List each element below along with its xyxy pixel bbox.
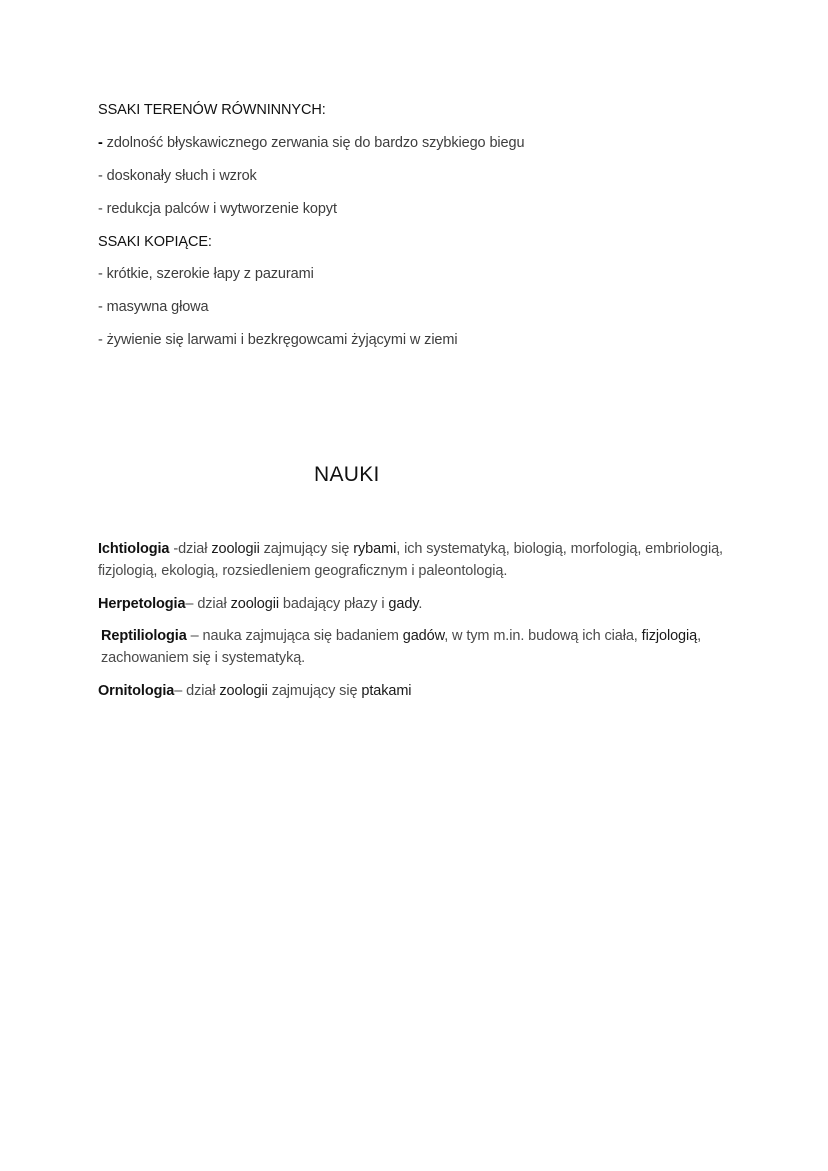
term: Ichtiologia [98, 541, 170, 557]
definition-ornitologia [98, 680, 748, 702]
definition-text: gady [388, 596, 419, 612]
bullet-dash: - [98, 168, 103, 184]
definition-text: gadów [402, 628, 445, 644]
list-item [98, 133, 524, 153]
list-item-text: zdolność błyskawicznego zerwania się do bardzo szybkiego biegu [102, 135, 525, 151]
definition-text: . [418, 596, 423, 612]
definition-text: rybami [353, 541, 397, 557]
definition-text: , zachowaniem się i systematyką. [101, 628, 702, 666]
bullet-dash: - [98, 135, 103, 151]
bullet-dash: - [98, 201, 103, 217]
list-item: - krótkie, szerokie łapy z pazurami [98, 266, 314, 282]
definition-text: zajmujący się [259, 541, 354, 557]
definition-reptiliologia [98, 625, 741, 669]
section-heading-digging-mammals: SSAKI KOPIĄCE: [98, 234, 212, 250]
section-title-nauki: NAUKI [314, 463, 380, 486]
term: Ornitologia [98, 683, 175, 699]
definition-text: – dział [174, 683, 220, 699]
definition-ichtiologia [98, 538, 748, 582]
definition-text: badający płazy i [278, 596, 389, 612]
definition-text: -dział [169, 541, 212, 557]
list-item-text: redukcja palców i wytworzenie kopyt [102, 201, 337, 217]
definition-text: ptakami [361, 683, 412, 699]
definition-text: , ich systematyką, biologią, morfologią, embriologią, fizjologią, ekologią, rozsiedleniem geograficznym i paleontologią. [98, 541, 723, 579]
definition-text: – nauka zajmująca się badaniem [186, 628, 403, 644]
definition-text: zajmujący się [267, 683, 362, 699]
list-item [98, 166, 257, 186]
term: Reptiliologia [101, 628, 187, 644]
list-item: - żywienie się larwami i bezkręgowcami żyjącymi w ziemi [98, 332, 458, 348]
definition-herpetologia [98, 593, 748, 615]
definition-text: fizjologią [641, 628, 698, 644]
list-item [98, 199, 337, 219]
definition-text: zoologii [211, 541, 260, 557]
definition-text: zoologii [230, 596, 279, 612]
term: Herpetologia [98, 596, 186, 612]
section-heading-plains-mammals: SSAKI TERENÓW RÓWNINNYCH: [98, 102, 326, 118]
definition-text: zoologii [219, 683, 268, 699]
definition-text: , w tym m.in. budową ich ciała, [444, 628, 642, 644]
list-item: - masywna głowa [98, 299, 209, 315]
list-item-text: doskonały słuch i wzrok [102, 168, 257, 184]
definition-text: – dział [185, 596, 231, 612]
